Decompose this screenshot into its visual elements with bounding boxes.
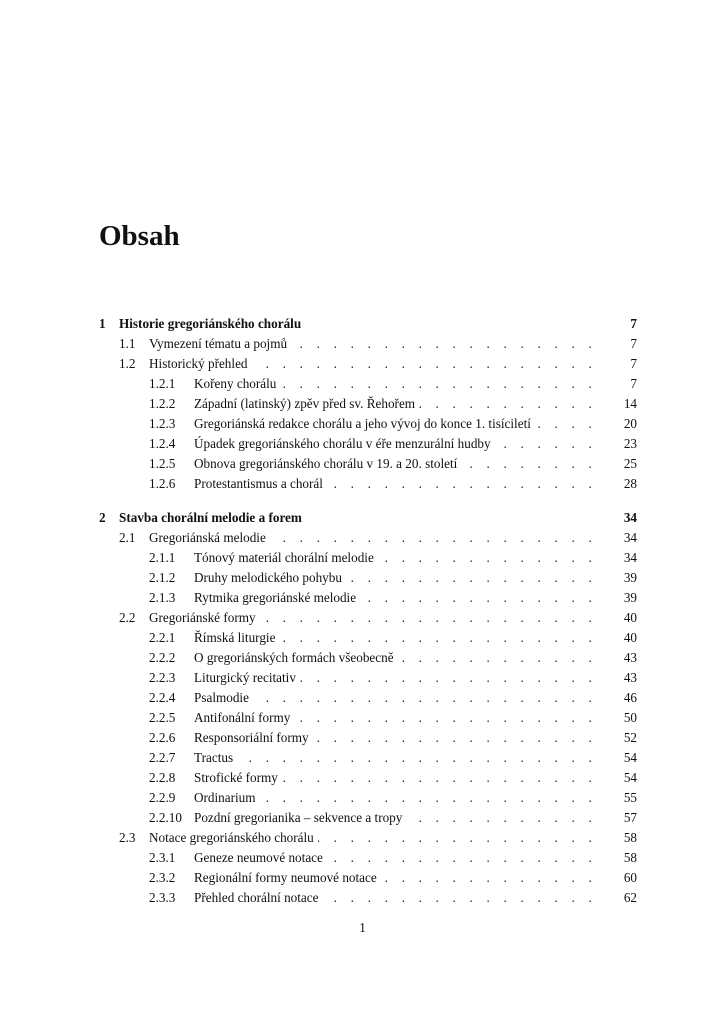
toc-entry-title: Protestantismus a chorál [194, 476, 323, 491]
toc-chapter-entry[interactable] [99, 508, 637, 528]
toc-page-number: 23 [623, 436, 637, 451]
toc-page-number: 14 [623, 396, 637, 411]
toc-page-number: 46 [623, 690, 637, 705]
dot-leader [253, 688, 609, 708]
dot-leader [294, 708, 609, 728]
dot-leader [406, 808, 609, 828]
toc-entry-title: Vymezení tématu a pojmů [149, 336, 288, 351]
toc-page-number: 7 [630, 316, 637, 331]
dot-leader [346, 568, 609, 588]
toc-entry-number: 2.2.5 [149, 710, 176, 725]
toc-subsection-entry[interactable] [99, 628, 637, 648]
dot-leader [282, 768, 609, 788]
toc-page-number: 7 [630, 336, 637, 351]
toc-page-number: 7 [630, 376, 637, 391]
toc-section-entry[interactable] [99, 828, 637, 848]
toc-entry-number: 1.2.4 [149, 436, 176, 451]
toc-entry-title: Kořeny chorálu [194, 376, 277, 391]
toc-entry-number: 2.3.3 [149, 890, 176, 905]
dot-leader [461, 454, 609, 474]
toc-page-number: 28 [623, 476, 637, 491]
toc-entry-number: 2.2.7 [149, 750, 176, 765]
toc-page-number: 34 [623, 510, 637, 525]
dot-leader [252, 354, 609, 374]
toc-entry-title: O gregoriánských formách všeobecně [194, 650, 394, 665]
toc-subsection-entry[interactable] [99, 414, 637, 434]
toc-entry-title: Notace gregoriánského chorálu [149, 830, 314, 845]
toc-subsection-entry[interactable] [99, 568, 637, 588]
toc-entry-number: 2.3.2 [149, 870, 176, 885]
toc-entry-title: Přehled chorální notace [194, 890, 319, 905]
dot-leader [313, 728, 609, 748]
toc-entry-title: Západní (latinský) zpěv před sv. Řehořem [194, 396, 416, 411]
dot-leader [323, 888, 610, 908]
toc-subsection-entry[interactable] [99, 434, 637, 454]
toc-entry-number: 1.2 [119, 356, 136, 371]
toc-entry-number: 1.2.6 [149, 476, 176, 491]
toc-page-number: 40 [623, 610, 637, 625]
toc-entry-title: Strofické formy [194, 770, 278, 785]
dot-leader [237, 748, 609, 768]
toc-entry-title: Antifonální formy [194, 710, 291, 725]
toc-subsection-entry[interactable] [99, 728, 637, 748]
toc-page-number: 34 [623, 550, 637, 565]
toc-subsection-entry[interactable] [99, 808, 637, 828]
toc-subsection-entry[interactable] [99, 374, 637, 394]
toc-page-number: 43 [623, 650, 637, 665]
toc-subsection-entry[interactable] [99, 848, 637, 868]
toc-entry-title: Ordinarium [194, 790, 256, 805]
toc-entry-number: 2.1.3 [149, 590, 176, 605]
dot-leader [360, 588, 609, 608]
toc-entry-number: 1.2.1 [149, 376, 176, 391]
dot-leader [300, 668, 609, 688]
toc-entry-title: Rytmika gregoriánské melodie [194, 590, 357, 605]
toc-page-number: 55 [623, 790, 637, 805]
toc-page-number: 58 [623, 830, 637, 845]
toc-entry-title: Gregoriánská melodie [149, 530, 266, 545]
toc-entry-number: 1.2.5 [149, 456, 176, 471]
toc-entry-number: 2.2.1 [149, 630, 176, 645]
toc-entry-number: 2.2.3 [149, 670, 176, 685]
page-number: 1 [359, 920, 366, 935]
toc-entry-title: Psalmodie [194, 690, 249, 705]
toc-page-number: 40 [623, 630, 637, 645]
toc-entry-number: 2.2 [119, 610, 136, 625]
toc-entry-title: Gregoriánské formy [149, 610, 256, 625]
dot-leader [327, 848, 609, 868]
toc-entry-title: Gregoriánská redakce chorálu a jeho vývoj do konce 1. tisíciletí [194, 416, 531, 431]
dot-leader [260, 608, 609, 628]
toc-subsection-entry[interactable] [99, 588, 637, 608]
toc-page-number: 25 [623, 456, 637, 471]
toc-entry-number: 2.2.4 [149, 690, 176, 705]
toc-entry-number: 1.1 [119, 336, 136, 351]
dot-leader [398, 648, 609, 668]
toc-entry-title: Historický přehled [149, 356, 248, 371]
toc-entry-number: 1 [99, 316, 106, 331]
toc-entry-number: 2.2.6 [149, 730, 176, 745]
toc-subsection-entry[interactable] [99, 394, 637, 414]
toc-entry-number: 2.2.8 [149, 770, 176, 785]
toc-subsection-entry[interactable] [99, 648, 637, 668]
toc-section-entry[interactable] [99, 354, 637, 374]
toc-section-entry[interactable] [99, 528, 637, 548]
toc-entry-title: Responsoriální formy [194, 730, 309, 745]
toc-page-number: 54 [623, 770, 637, 785]
dot-leader [279, 628, 609, 648]
toc-section-entry[interactable] [99, 334, 637, 354]
toc-entry-title: Historie gregoriánského chorálu [119, 316, 302, 331]
toc-entry-title: Stavba chorální melodie a forem [119, 510, 302, 525]
page-title: Obsah [99, 220, 180, 252]
toc-entry-title: Geneze neumové notace [194, 850, 323, 865]
toc-entry-number: 2 [99, 510, 106, 525]
toc-subsection-entry[interactable] [99, 768, 637, 788]
toc-entry-number: 2.1.2 [149, 570, 176, 585]
toc-entry-title: Regionální formy neumové notace [194, 870, 377, 885]
toc-entry-title: Liturgický recitativ [194, 670, 296, 685]
toc-entry-title: Římská liturgie [194, 630, 276, 645]
toc-subsection-entry[interactable] [99, 868, 637, 888]
toc-page-number: 7 [630, 356, 637, 371]
toc-entry-title: Druhy melodického pohybu [194, 570, 342, 585]
toc-page-number: 39 [623, 570, 637, 585]
toc-subsection-entry[interactable] [99, 688, 637, 708]
toc-page-number: 20 [623, 416, 637, 431]
dot-leader [291, 334, 609, 354]
toc-page-number: 43 [623, 670, 637, 685]
toc-entry-title: Obnova gregoriánského chorálu v 19. a 20. století [194, 456, 458, 471]
toc-entry-title: Úpadek gregoriánského chorálu v éře menzurální hudby [194, 436, 491, 451]
toc-page-number: 62 [623, 890, 637, 905]
dot-leader [260, 788, 609, 808]
toc-section-entry[interactable] [99, 608, 637, 628]
toc-page-number: 50 [623, 710, 637, 725]
toc-entry-number: 2.2.2 [149, 650, 176, 665]
dot-leader [495, 434, 609, 454]
toc-entry-number: 2.1.1 [149, 550, 176, 565]
toc-page-number: 34 [623, 530, 637, 545]
toc-page-number: 58 [623, 850, 637, 865]
toc-entry-title: Tractus [194, 750, 234, 765]
toc-subsection-entry[interactable] [99, 668, 637, 688]
dot-leader [318, 828, 609, 848]
dot-leader [419, 394, 609, 414]
toc-entry-number: 2.3.1 [149, 850, 176, 865]
toc-subsection-entry[interactable] [99, 454, 637, 474]
toc-chapter-entry[interactable] [99, 314, 637, 334]
toc-page-number: 39 [623, 590, 637, 605]
toc-entry-number: 1.2.2 [149, 396, 176, 411]
toc-entry-number: 2.1 [119, 530, 136, 545]
toc-subsection-entry[interactable] [99, 708, 637, 728]
toc-page-number: 60 [623, 870, 637, 885]
toc-page-number: 57 [623, 810, 637, 825]
dot-leader [378, 548, 609, 568]
toc-subsection-entry[interactable] [99, 788, 637, 808]
toc-entry-title: Pozdní gregorianika – sekvence a tropy [194, 810, 403, 825]
toc-subsection-entry[interactable] [99, 748, 637, 768]
dot-leader [270, 528, 609, 548]
toc-page-number: 52 [623, 730, 637, 745]
dot-leader [327, 474, 609, 494]
toc-entry-number: 2.3 [119, 830, 136, 845]
toc-entry-number: 1.2.3 [149, 416, 176, 431]
dot-leader [280, 374, 609, 394]
dot-leader [535, 414, 609, 434]
toc-subsection-entry[interactable] [99, 888, 637, 908]
toc-subsection-entry[interactable] [99, 548, 637, 568]
toc-entry-number: 2.2.10 [149, 810, 182, 825]
toc-page-number: 54 [623, 750, 637, 765]
toc-entry-number: 2.2.9 [149, 790, 176, 805]
table-of-contents [99, 314, 637, 908]
toc-subsection-entry[interactable] [99, 474, 637, 494]
dot-leader [381, 868, 609, 888]
toc-entry-title: Tónový materiál chorální melodie [194, 550, 374, 565]
